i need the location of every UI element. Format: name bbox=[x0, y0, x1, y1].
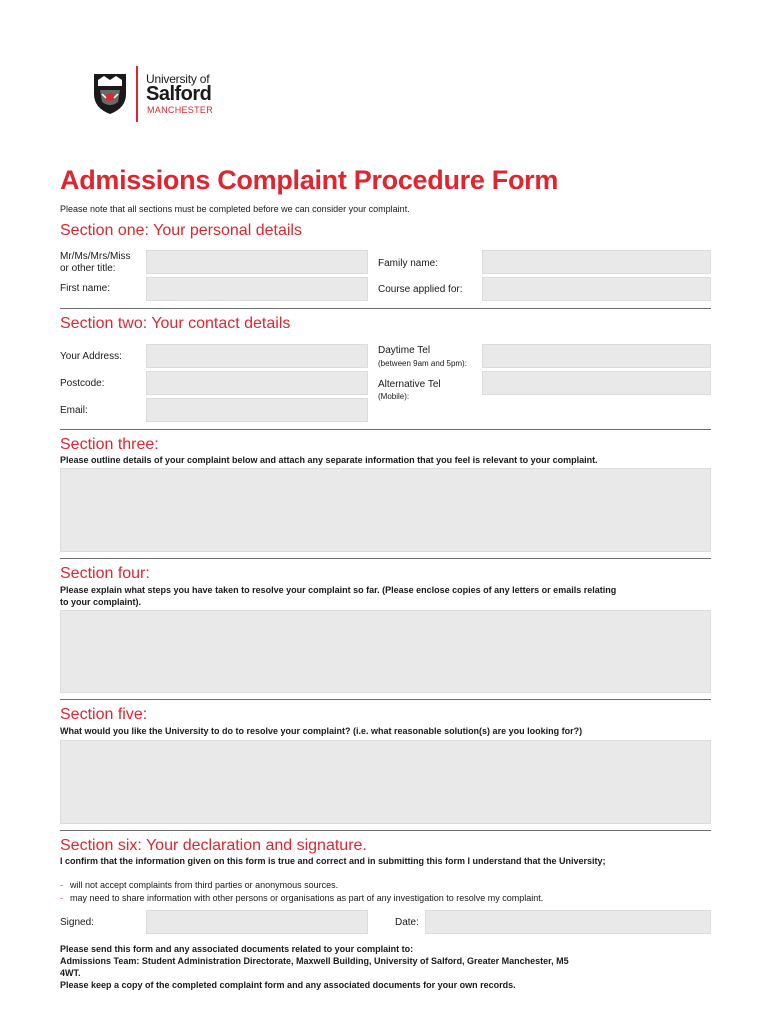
footer-line2: Admissions Team: Student Administration Directorate, Maxwell Building, University of Salford, Greater Manchester, M5 bbox=[60, 956, 569, 966]
first-name-label: First name: bbox=[60, 283, 111, 294]
section-divider bbox=[60, 429, 711, 430]
section3-title: Section three: bbox=[60, 436, 159, 453]
date-field[interactable] bbox=[425, 910, 711, 934]
bullet-text: will not accept complaints from third parties or anonymous sources. bbox=[70, 880, 339, 890]
footer-line3: 4WT. bbox=[60, 968, 81, 978]
logo-line2: Salford bbox=[146, 83, 212, 105]
daytime-tel-label: Daytime Tel bbox=[378, 345, 431, 356]
footer-line4: Please keep a copy of the completed complaint form and any associated documents for your own records. bbox=[60, 980, 516, 990]
declaration-text: I confirm that the information given on this form is true and correct and in submitting this form I understand that the University; bbox=[60, 856, 606, 866]
bullet-item bbox=[60, 879, 338, 892]
course-label: Course applied for: bbox=[378, 284, 463, 295]
alt-tel-note: (Mobile): bbox=[378, 392, 410, 401]
crest-icon bbox=[90, 70, 130, 116]
email-label: Email: bbox=[60, 405, 88, 416]
complaint-details-field[interactable] bbox=[60, 468, 711, 552]
section6-title: Section six: Your declaration and signature. bbox=[60, 837, 367, 854]
daytime-tel-field[interactable] bbox=[482, 344, 711, 368]
title-label-line1: Mr/Ms/Mrs/Miss bbox=[60, 251, 131, 262]
section5-title: Section five: bbox=[60, 706, 148, 723]
email-field[interactable] bbox=[146, 398, 368, 422]
logo-line3: MANCHESTER bbox=[147, 105, 214, 115]
bullet-mark: - bbox=[60, 880, 63, 890]
section3-instruction: Please outline details of your complaint below and attach any separate information that you feel is relevant to your complaint. bbox=[60, 455, 598, 465]
first-name-field[interactable] bbox=[146, 277, 368, 301]
bullet-mark: - bbox=[60, 893, 63, 903]
section-divider bbox=[60, 308, 711, 309]
postcode-label: Postcode: bbox=[60, 378, 105, 389]
daytime-tel-note: (between 9am and 5pm): bbox=[378, 359, 467, 368]
section-divider bbox=[60, 830, 711, 831]
section4-instruction-line1: Please explain what steps you have taken to resolve your complaint so far. (Please enclose copies of any letters or emails relating bbox=[60, 585, 617, 595]
resolution-field[interactable] bbox=[60, 740, 711, 824]
logo-divider bbox=[136, 66, 138, 122]
bullet-item bbox=[60, 892, 543, 905]
family-name-label: Family name: bbox=[378, 258, 439, 269]
footer-line1: Please send this form and any associated documents related to your complaint to: bbox=[60, 944, 414, 954]
signature-field[interactable] bbox=[146, 910, 368, 934]
date-label: Date: bbox=[395, 917, 419, 928]
postcode-field[interactable] bbox=[146, 371, 368, 395]
page-title: Admissions Complaint Procedure Form bbox=[60, 165, 559, 195]
logo-line1: University of bbox=[146, 72, 210, 86]
intro-text: Please note that all sections must be completed before we can consider your complaint. bbox=[60, 204, 410, 214]
section-divider bbox=[60, 558, 711, 559]
section2-title: Section two: Your contact details bbox=[60, 315, 291, 332]
steps-taken-field[interactable] bbox=[60, 610, 711, 693]
family-name-field[interactable] bbox=[482, 250, 711, 274]
section-divider bbox=[60, 699, 711, 700]
signed-label: Signed: bbox=[60, 917, 94, 928]
section1-title: Section one: Your personal details bbox=[60, 222, 302, 239]
alt-tel-field[interactable] bbox=[482, 371, 711, 395]
section4-instruction-line2: to your complaint). bbox=[60, 597, 141, 607]
section4-title: Section four: bbox=[60, 565, 150, 582]
address-label: Your Address: bbox=[60, 351, 122, 362]
section5-instruction: What would you like the University to do to resolve your complaint? (i.e. what reasonable solution(s) are you looking for?) bbox=[60, 726, 583, 736]
address-field[interactable] bbox=[146, 344, 368, 368]
course-field[interactable] bbox=[482, 277, 711, 301]
alt-tel-label: Alternative Tel bbox=[378, 379, 441, 390]
title-label-line2: or other title: bbox=[60, 263, 116, 274]
title-field[interactable] bbox=[146, 250, 368, 274]
bullet-text: may need to share information with other persons or organisations as part of any investigation to resolve my complaint. bbox=[70, 893, 544, 903]
